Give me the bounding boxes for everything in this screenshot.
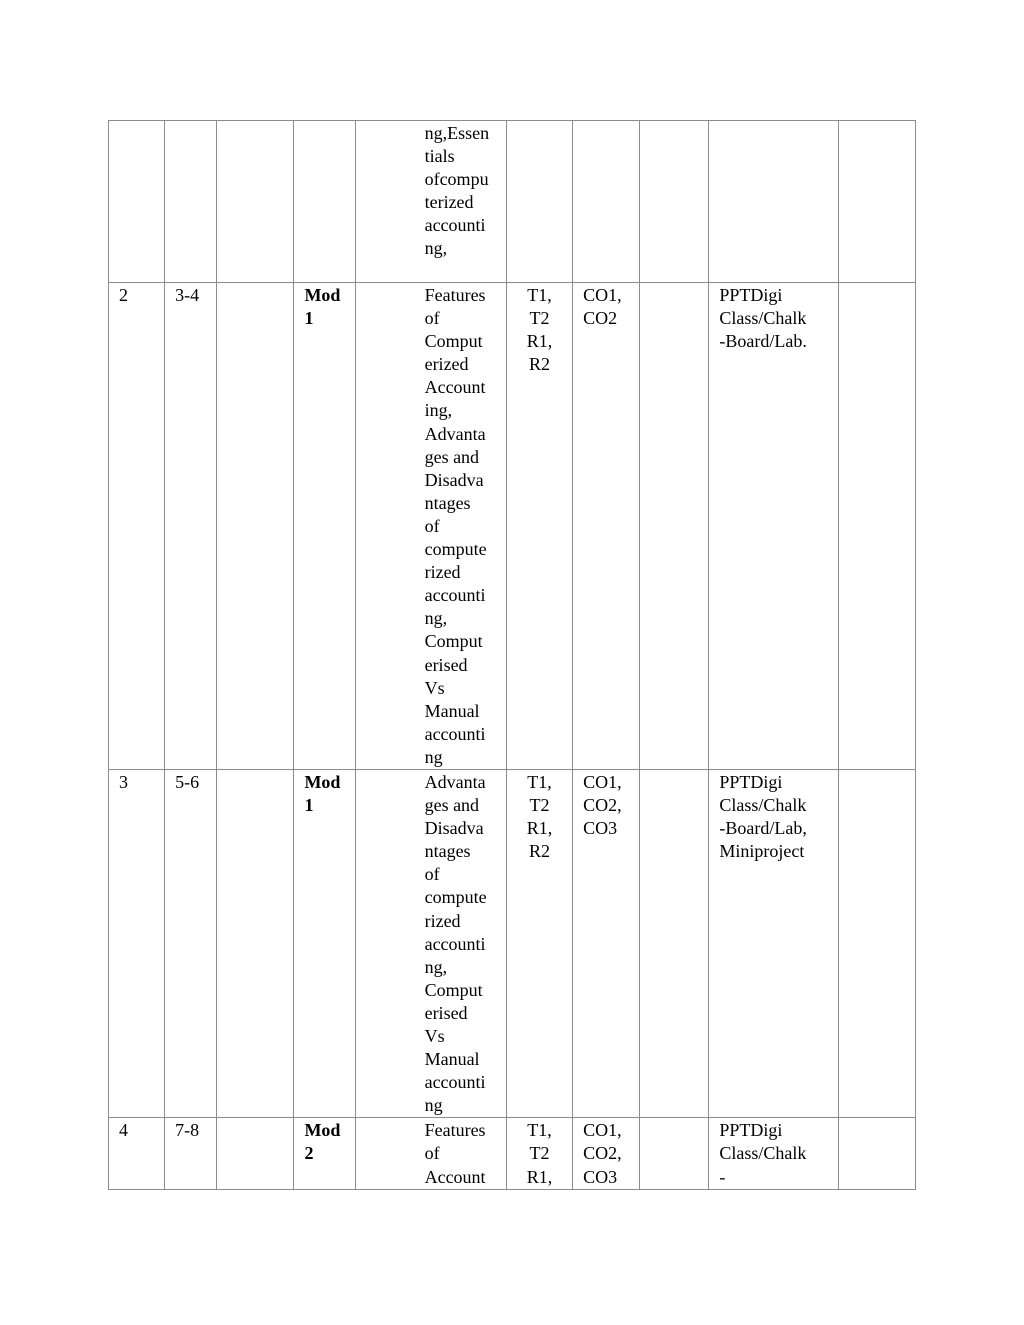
table-row	[109, 121, 916, 283]
empty-cell	[640, 769, 709, 1117]
topic-text: Advanta ges and Disadva ntages of compute rized accounti ng, Comput erised Vs Manual accounti ng	[424, 771, 487, 1116]
periods-cell: 7-8	[165, 1118, 217, 1189]
course-outcomes-cell	[573, 121, 640, 283]
topic-text: ng,Essen tials ofcompu terized accounti ng,	[424, 123, 490, 259]
topic-cell	[355, 1118, 506, 1189]
empty-cell	[217, 283, 294, 770]
empty-cell	[640, 1118, 709, 1189]
empty-cell	[217, 1118, 294, 1189]
topic-cell	[355, 121, 506, 283]
empty-cell	[217, 769, 294, 1117]
empty-cell	[838, 283, 915, 770]
periods-cell	[165, 121, 217, 283]
course-outcomes-cell: CO1, CO2, CO3	[573, 769, 640, 1117]
periods-cell: 3-4	[165, 283, 217, 770]
serial-number-cell: 2	[109, 283, 165, 770]
course-outcomes-cell: CO1, CO2	[573, 283, 640, 770]
empty-cell	[640, 121, 709, 283]
table-row	[109, 1118, 916, 1189]
empty-cell	[640, 283, 709, 770]
empty-cell	[217, 121, 294, 283]
lesson-plan-table	[108, 120, 916, 1190]
topic-text: Features of Account	[424, 1120, 486, 1187]
references-cell	[506, 121, 572, 283]
serial-number-cell: 4	[109, 1118, 165, 1189]
table-row	[109, 769, 916, 1117]
table-row	[109, 283, 916, 770]
empty-cell	[838, 121, 915, 283]
module-cell: Mod 1	[294, 283, 355, 770]
empty-cell	[838, 1118, 915, 1189]
teaching-method-cell: PPTDigi Class/Chalk -Board/Lab.	[709, 283, 838, 770]
serial-number-cell	[109, 121, 165, 283]
references-cell: T1, T2 R1,	[506, 1118, 572, 1189]
references-cell: T1, T2 R1, R2	[506, 283, 572, 770]
module-cell	[294, 121, 355, 283]
module-cell: Mod 1	[294, 769, 355, 1117]
course-outcomes-cell: CO1, CO2, CO3	[573, 1118, 640, 1189]
serial-number-cell: 3	[109, 769, 165, 1117]
teaching-method-cell	[709, 121, 838, 283]
module-cell: Mod 2	[294, 1118, 355, 1189]
topic-text: Features of Comput erized Account ing, Advanta ges and Disadva ntages of compute rized accounti ng, Comput erised Vs Manual accounti ng	[424, 285, 487, 767]
teaching-method-cell: PPTDigi Class/Chalk -Board/Lab, Miniproject	[709, 769, 838, 1117]
periods-cell: 5-6	[165, 769, 217, 1117]
teaching-method-cell: PPTDigi Class/Chalk -	[709, 1118, 838, 1189]
topic-cell	[355, 769, 506, 1117]
empty-cell	[838, 769, 915, 1117]
references-cell: T1, T2 R1, R2	[506, 769, 572, 1117]
topic-cell	[355, 283, 506, 770]
